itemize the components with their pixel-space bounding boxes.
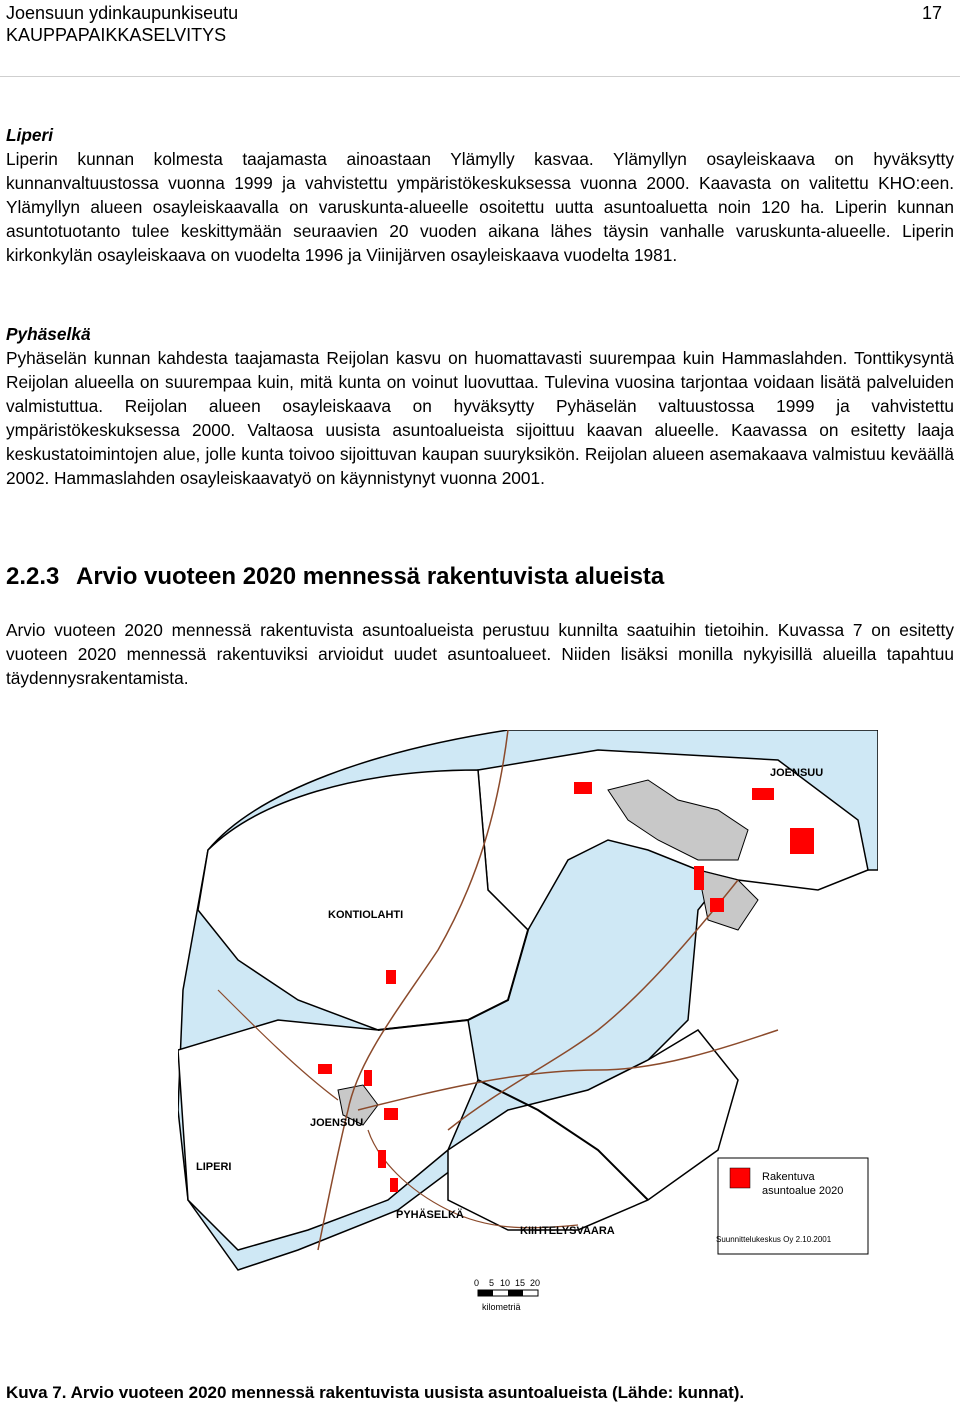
liperi-section [6, 123, 954, 267]
new-area-marker [710, 898, 724, 912]
map-label-kiihtelysvaara: KIIHTELYSVAARA [520, 1225, 615, 1237]
new-area-marker [378, 1150, 386, 1168]
map-label-joensuu: JOENSUU [310, 1117, 364, 1129]
map-svg [178, 730, 878, 1370]
figure-caption: Kuva 7. Arvio vuoteen 2020 mennessä rakentuvista uusista asuntoalueista (Lähde: kunnat). [6, 1383, 745, 1402]
new-area-marker [318, 1064, 332, 1074]
new-area-marker [694, 866, 704, 890]
new-area-marker [384, 1108, 398, 1120]
new-area-marker [364, 1070, 372, 1086]
scale-tick: 15 [515, 1278, 526, 1288]
pyhaselka-heading: Pyhäselkä [6, 324, 91, 344]
new-area-marker [752, 788, 774, 800]
section-heading [6, 562, 664, 592]
section-number: 2.2.3 [6, 563, 60, 590]
section-paragraph: Arvio vuoteen 2020 mennessä rakentuvista asuntoalueista perustuu kunnilta saatuihin tietoihin. Kuvassa 7 on esitetty vuoteen 2020 mennessä rakentuviksi arvioidut uudet asuntoalueet. Niiden lisäksi monilla nykyisillä alueilla tapahtuu täydennysrakentamista. [6, 620, 954, 688]
new-area-marker [386, 970, 396, 984]
pyhaselka-section [6, 322, 954, 490]
new-area-marker [790, 828, 814, 854]
legend-label-line2: asuntoalue 2020 [762, 1185, 844, 1197]
page-number: 17 [921, 3, 942, 23]
map-label-liperi: LIPERI [196, 1161, 232, 1173]
liperi-paragraph: Liperin kunnan kolmesta taajamasta ainoastaan Ylämylly kasvaa. Ylämyllyn osayleiskaava on hyväksytty kunnanvaltuustossa vuonna 1999 ja vahvistettu ympäristökeskuksessa vuonna 2000. Kaavasta on valitettu KHO:een. Ylämyllyn alueen osayleiskaavalla on varuskunta-alueelle osoitettu uutta asuntoaluetta noin 120 ha. Liperin kunnan asuntotuotanto tulee keskittymään seuraavien 20 vuoden aikana lähes täysin vanhalle varuskunta-alueelle. Liperin kirkonkylän osayleiskaava on vuodelta 1996 ja Viinijärven osayleiskaava vuodelta 1981. [6, 149, 954, 265]
legend-source: Suunnittelukeskus Oy 2.10.2001 [716, 1235, 832, 1244]
new-area-marker [390, 1178, 398, 1192]
scale-tick: 0 [474, 1278, 480, 1288]
scale-tick: 5 [489, 1278, 495, 1288]
map-label-joensuu-top: JOENSUU [770, 767, 824, 779]
header-rule [0, 76, 960, 77]
section-title: Arvio vuoteen 2020 mennessä rakentuvista alueista [76, 563, 665, 590]
header-title: Joensuun ydinkaupunkiseutu [6, 3, 239, 23]
liperi-heading: Liperi [6, 125, 54, 145]
page-header [6, 2, 956, 72]
legend-label-line1: Rakentuva [762, 1171, 815, 1183]
map-label-pyhaselka: PYHÄSELKÄ [396, 1209, 464, 1221]
map-label-kontiolahti: KONTIOLAHTI [328, 909, 404, 921]
new-area-marker [574, 782, 592, 794]
pyhaselka-paragraph: Pyhäselän kunnan kahdesta taajamasta Reijolan kasvu on huomattavasti suurempaa kuin Hammaslahden. Tonttikysyntä Reijolan alueella on suurempaa kuin, mitä kunta on voinut luovuttaa. Tulevina vuosina tarjontaa voidaan lisätä palveluiden valmistuttua. Reijolan alueen osayleiskaava on hyväksytty Pyhäselän valtuustossa 1999 ja vahvistettu ympäristökeskuksessa 2000. Valtaosa uusista asuntoalueista sijoittuu kaavan alueelle. Kaavassa on esitetty laaja keskustatoimintojen alue, jolle kunta toivoo sijoittuvan kaupan suuryksikön. Reijolan alueen asemakaava valmistuu keväällä 2002. Hammaslahden osayleiskaavatyö on käynnistynyt vuonna 2001. [6, 348, 954, 488]
map-legend [716, 1158, 868, 1254]
scale-tick: 10 [500, 1278, 511, 1288]
scale-unit: kilometriä [482, 1302, 521, 1312]
scale-bar [474, 1278, 540, 1312]
legend-swatch [730, 1168, 750, 1188]
header-subtitle: KAUPPAPAIKKASELVITYS [6, 25, 227, 45]
scale-tick: 20 [530, 1278, 541, 1288]
region-map [178, 730, 878, 1370]
